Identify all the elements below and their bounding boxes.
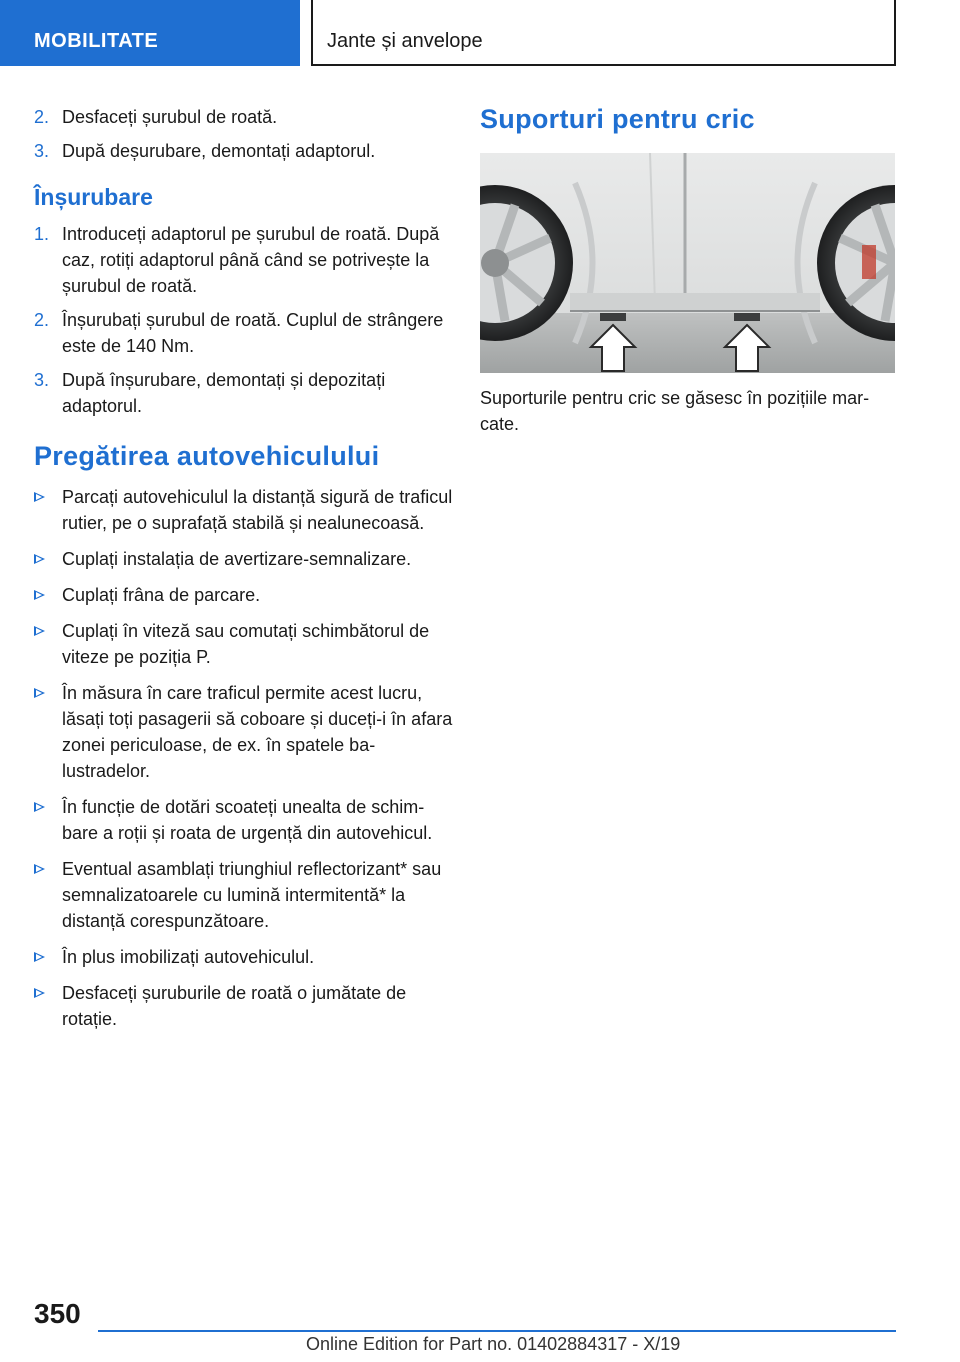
bullet-text: Cuplați instalația de avertizare-semnalizare. <box>62 549 412 569</box>
bullet-item <box>34 546 454 572</box>
bullet-text: Desfaceți șuruburile de roată o jumătate de rotație. <box>62 983 407 1029</box>
bullet-item <box>34 856 454 934</box>
triangle-bullet-icon <box>34 688 45 698</box>
step-number: 2. <box>34 310 50 330</box>
jack-points-photo <box>480 153 895 373</box>
step-item <box>34 138 454 164</box>
step-text: După înșurubare, demontați și depozitați adaptorul. <box>62 370 386 416</box>
step-number: 3. <box>34 370 50 390</box>
bullet-text: În măsura în care traficul permite acest lucru, lăsați toți pasagerii să coboare și duceți-i în afara zonei periculoase, de ex. în spatele balustradelor. <box>62 683 453 781</box>
bullet-item <box>34 582 454 608</box>
chapter-tab: Jante și anvelope <box>311 0 896 66</box>
bullet-item <box>34 980 454 1032</box>
triangle-bullet-icon <box>34 952 45 962</box>
bullet-text: Cuplați frâna de parcare. <box>62 585 261 605</box>
bullet-text: Eventual asamblați triunghiul reflectorizant* sau semnalizatoarele cu lumină intermitentă* la distanță corespunzătoare. <box>62 859 442 931</box>
footer-edition: Online Edition for Part no. 01402884317 - X/19 <box>306 1334 681 1354</box>
step-text: Desfaceți șurubul de roată. <box>62 107 278 127</box>
triangle-bullet-icon <box>34 554 45 564</box>
page-header <box>0 0 960 66</box>
bullet-item <box>34 794 454 846</box>
right-column <box>480 104 896 437</box>
triangle-bullet-icon <box>34 988 45 998</box>
step-item <box>34 307 454 359</box>
bullet-item <box>34 484 454 536</box>
bullet-item <box>34 944 454 970</box>
bullet-text: Parcați autovehiculul la distanță sigură de traficul rutier, pe o suprafață stabilă și nealunecoasă. <box>62 487 453 533</box>
left-column <box>34 104 454 1042</box>
step-text: Înșurubați șurubul de roată. Cuplul de strângere este de 140 Nm. <box>62 310 444 356</box>
step-text: Introduceți adaptorul pe șurubul de roată. După caz, rotiți adaptorul până când se potrivește la șurubul de roată. <box>62 224 440 296</box>
triangle-bullet-icon <box>34 492 45 502</box>
photo-caption: Suporturile pentru cric se găsesc în pozițiile marcate. <box>480 388 870 434</box>
step-number: 3. <box>34 141 50 161</box>
triangle-bullet-icon <box>34 864 45 874</box>
step-item <box>34 367 454 419</box>
subheading-screwing: Înșurubare <box>34 184 153 210</box>
step-number: 1. <box>34 224 50 244</box>
bullet-item <box>34 618 454 670</box>
step-text: După deșurubare, demontați adaptorul. <box>62 141 376 161</box>
section-tab: MOBILITATE <box>0 0 300 66</box>
step-item <box>34 104 454 130</box>
step-item <box>34 221 454 299</box>
footer-divider <box>98 1330 896 1332</box>
heading-jack-points: Suporturi pentru cric <box>480 104 755 134</box>
triangle-bullet-icon <box>34 626 45 636</box>
step-number: 2. <box>34 107 50 127</box>
page-number: 350 <box>34 1298 81 1329</box>
heading-vehicle-prep: Pregătirea autovehiculului <box>34 441 380 471</box>
triangle-bullet-icon <box>34 590 45 600</box>
bullet-text: În plus imobilizați autovehiculul. <box>62 947 315 967</box>
bullet-text: Cuplați în viteză sau comutați schimbătorul de viteze pe poziția P. <box>62 621 430 667</box>
bullet-text: În funcție de dotări scoateți unealta de schimbare a roții și roata de urgență din autovehicul. <box>62 797 433 843</box>
bullet-item <box>34 680 454 784</box>
triangle-bullet-icon <box>34 802 45 812</box>
